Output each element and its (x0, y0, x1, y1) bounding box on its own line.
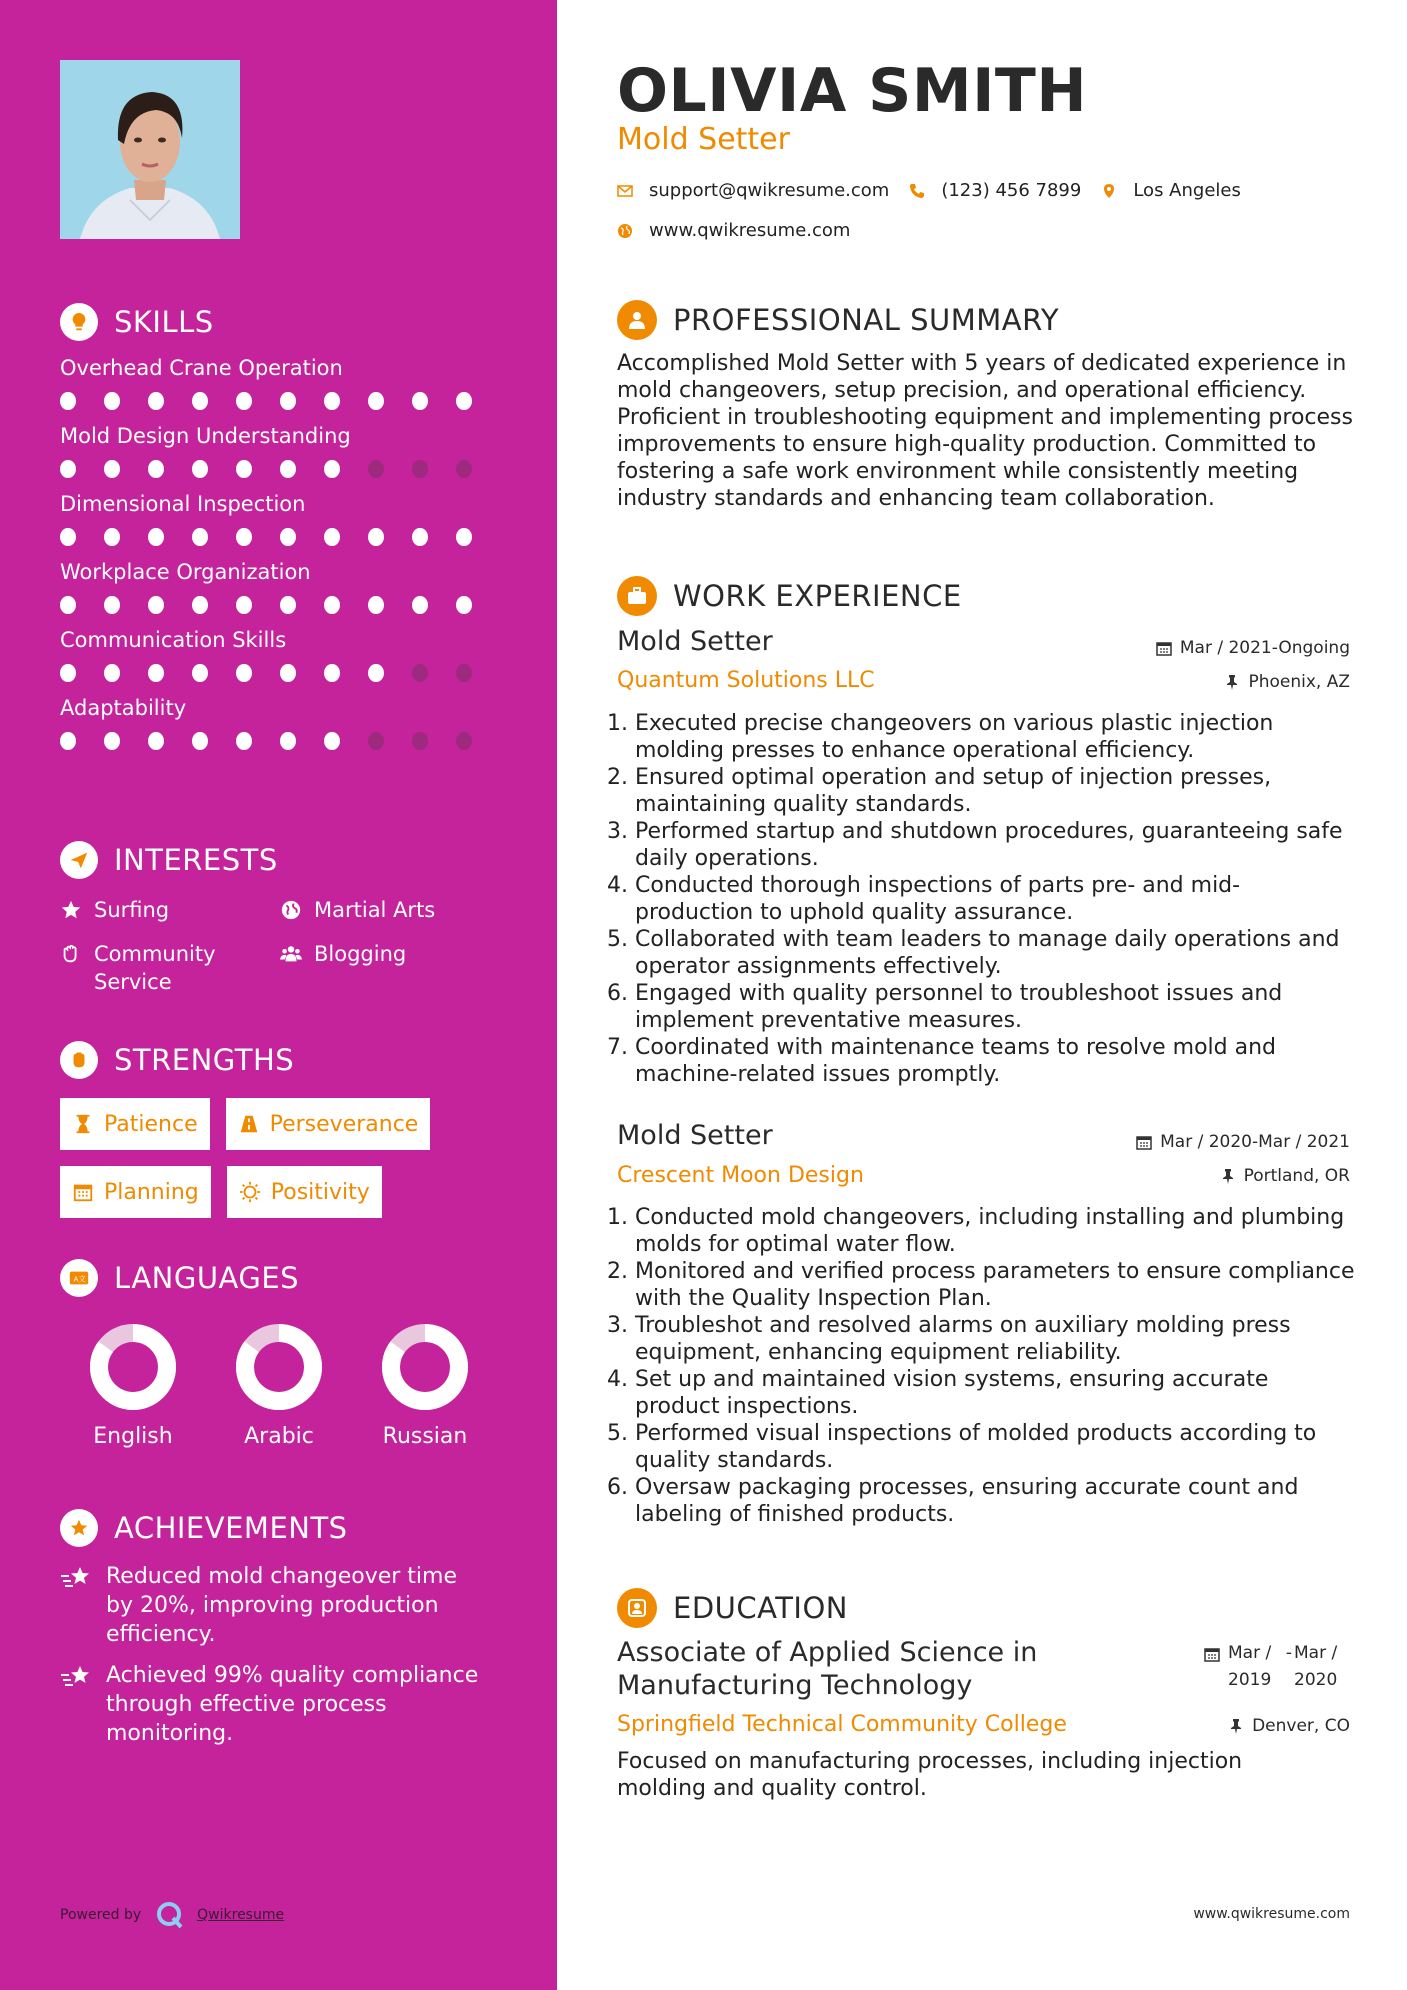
skill-item (60, 421, 500, 480)
interests-section (60, 838, 500, 996)
duty-item: 2. Ensured optimal operation and setup of injection presses, maintaining quality standards. (635, 764, 1357, 818)
briefcase-icon (617, 576, 657, 616)
duty-item: 4. Set up and maintained vision systems, ensuring accurate product inspections. (635, 1366, 1357, 1420)
achievements-list (60, 1562, 500, 1748)
shooting-star-icon (60, 1564, 92, 1594)
website-text: www.qwikresume.com (649, 220, 851, 241)
skill-item (60, 693, 500, 752)
skill-name: Workplace Organization (60, 560, 311, 584)
languages-header (60, 1256, 500, 1300)
rating-dot-filled (192, 664, 208, 682)
rating-dot-filled (60, 460, 76, 478)
achievements-section (60, 1506, 500, 1760)
achievement-item (60, 1562, 500, 1649)
skill-rating (60, 732, 500, 752)
qwikresume-link[interactable]: Qwikresume (197, 1907, 285, 1923)
skill-item (60, 353, 500, 412)
rating-dot-filled (236, 664, 252, 682)
rating-dot-filled (104, 596, 120, 614)
skill-name: Overhead Crane Operation (60, 356, 343, 380)
sidebar (0, 0, 557, 1990)
rating-dot-filled (412, 596, 428, 614)
job-1-location-text: Phoenix, AZ (1248, 672, 1350, 692)
contact-email[interactable] (617, 180, 889, 201)
achievements-header (60, 1506, 500, 1550)
rating-dot-filled (368, 596, 384, 614)
skill-rating (60, 392, 500, 412)
strength-label: Patience (104, 1111, 198, 1137)
interest-item (60, 896, 280, 924)
summary-heading: PROFESSIONAL SUMMARY (673, 303, 1060, 337)
footer-website[interactable]: www.qwikresume.com (1193, 1906, 1350, 1922)
rating-dot-filled (280, 596, 296, 614)
star-icon (60, 896, 86, 924)
fist-icon (60, 1041, 98, 1079)
pin-icon (1228, 1718, 1244, 1734)
shooting-star-icon (60, 1663, 92, 1693)
rating-dot-filled (104, 460, 120, 478)
rating-dot-filled (148, 528, 164, 546)
job-1-dates (1156, 638, 1350, 658)
skill-rating (60, 664, 500, 684)
rating-dot-filled (192, 596, 208, 614)
rating-dot-filled (324, 732, 340, 750)
education-header (617, 1586, 848, 1630)
envelope-icon (617, 183, 633, 199)
email-text: support@qwikresume.com (649, 180, 890, 201)
duty-item: 4. Conducted thorough inspections of parts pre- and mid-production to uphold quality assurance. (635, 872, 1357, 926)
rating-dot-filled (60, 596, 76, 614)
job-2-company: Crescent Moon Design (617, 1163, 864, 1188)
language-name: Russian (382, 1424, 468, 1449)
rating-dot-empty (412, 460, 428, 478)
rating-dot-empty (368, 460, 384, 478)
skills-heading: SKILLS (114, 305, 214, 339)
map-pin-icon (1101, 183, 1117, 199)
rating-dot-filled (324, 392, 340, 410)
rating-dot-filled (236, 392, 252, 410)
experience-heading: WORK EXPERIENCE (673, 579, 962, 613)
strengths-section (60, 1038, 500, 1218)
rating-dot-filled (368, 392, 384, 410)
contact-location (1101, 180, 1241, 201)
education-description: Focused on manufacturing processes, including injection molding and quality control. (617, 1749, 1243, 1801)
rating-dot-filled (60, 528, 76, 546)
qwikresume-logo-icon (155, 1900, 185, 1930)
rating-dot-filled (368, 664, 384, 682)
interests-header (60, 838, 500, 882)
job-1-dates-text: Mar / 2021-Ongoing (1179, 638, 1350, 658)
lightbulb-icon (60, 303, 98, 341)
job-2-location-text: Portland, OR (1243, 1166, 1350, 1186)
contact-website[interactable] (617, 220, 850, 241)
user-icon (617, 300, 657, 340)
summary-text: Accomplished Mold Setter with 5 years of dedicated experience in mold changeovers, setup precision, and operational efficiency. Proficient in troubleshooting equipment and implementing process improvements to ensure high-quality production. Committed to fostering a safe work environment while consistently meeting industry standards and enhancing team collaboration. (617, 351, 1353, 511)
strengths-heading: STRENGTHS (114, 1043, 295, 1077)
interest-label: Martial Arts (314, 898, 436, 922)
language-item (352, 1322, 498, 1449)
rating-dot-filled (236, 732, 252, 750)
rating-dot-filled (104, 392, 120, 410)
education-start: Mar / 2019 (1228, 1643, 1272, 1690)
rating-dot-filled (104, 664, 120, 682)
contact-row-2 (617, 220, 870, 241)
job-1-duties (617, 710, 1357, 1088)
rating-dot-empty (456, 732, 472, 750)
rating-dot-filled (148, 732, 164, 750)
rating-dot-filled (412, 392, 428, 410)
duty-item: 1. Executed precise changeovers on various plastic injection molding presses to enhance operational efficiency. (635, 710, 1357, 764)
achievement-text: Achieved 99% quality compliance through effective process monitoring. (106, 1663, 479, 1746)
rating-dot-filled (104, 732, 120, 750)
duty-item: 3. Troubleshot and resolved alarms on auxiliary molding press equipment, enhancing equipment reliability. (635, 1312, 1357, 1366)
language-level-ring (380, 1322, 470, 1412)
graduation-icon (617, 1588, 657, 1628)
rating-dot-filled (236, 460, 252, 478)
rating-dot-filled (60, 392, 76, 410)
svg-text:A文: A文 (73, 1274, 86, 1284)
rating-dot-filled (236, 528, 252, 546)
powered-by-label: Powered by (60, 1907, 142, 1923)
job-1-company: Quantum Solutions LLC (617, 668, 875, 693)
road-icon (238, 1113, 260, 1135)
strengths-header (60, 1038, 500, 1082)
skill-rating (60, 596, 500, 616)
rating-dot-filled (324, 596, 340, 614)
achievement-item (60, 1661, 500, 1748)
calendar-icon (1156, 640, 1172, 656)
language-name: Arabic (244, 1424, 314, 1449)
sun-icon (239, 1181, 261, 1203)
hourglass-icon (72, 1113, 94, 1135)
rating-dot-filled (368, 528, 384, 546)
job-2-dates (1136, 1132, 1350, 1152)
rating-dot-filled (192, 392, 208, 410)
rating-dot-filled (324, 528, 340, 546)
duty-item: 7. Coordinated with maintenance teams to resolve mold and machine-related issues promptly. (635, 1034, 1357, 1088)
strength-tag (227, 1166, 382, 1218)
rating-dot-filled (280, 664, 296, 682)
skills-list (60, 353, 500, 752)
rating-dot-filled (412, 528, 428, 546)
strength-tag (226, 1098, 431, 1150)
rating-dot-filled (60, 664, 76, 682)
rating-dot-filled (280, 732, 296, 750)
rating-dot-empty (456, 664, 472, 682)
interests-heading: INTERESTS (114, 843, 278, 877)
duty-item: 3. Performed startup and shutdown procedures, guaranteeing safe daily operations. (635, 818, 1357, 872)
education-location-text: Denver, CO (1252, 1716, 1350, 1736)
education-date-separator: - (1285, 1643, 1293, 1663)
education-end: Mar / 2020 (1294, 1643, 1338, 1690)
education-heading: EDUCATION (673, 1591, 849, 1625)
calendar-icon (72, 1181, 94, 1203)
skills-header (60, 300, 500, 344)
achievement-text: Reduced mold changeover time by 20%, improving production efficiency. (106, 1564, 458, 1647)
skill-item (60, 625, 500, 684)
strength-label: Positivity (270, 1179, 370, 1205)
rating-dot-filled (148, 596, 164, 614)
globe-icon (280, 896, 306, 924)
rating-dot-filled (192, 528, 208, 546)
rating-dot-filled (324, 664, 340, 682)
calendar-icon (1136, 1134, 1152, 1150)
rating-dot-filled (280, 460, 296, 478)
profile-photo-image (60, 60, 240, 239)
interest-label: Community Service (94, 942, 216, 994)
rating-dot-empty (412, 664, 428, 682)
globe-icon (617, 223, 633, 239)
rating-dot-empty (412, 732, 428, 750)
rating-dot-filled (456, 596, 472, 614)
interests-list (60, 896, 500, 996)
job-2-duties (617, 1204, 1357, 1528)
skill-name: Dimensional Inspection (60, 492, 306, 516)
duty-item: 5. Performed visual inspections of molded products according to quality standards. (635, 1420, 1357, 1474)
skill-name: Communication Skills (60, 628, 287, 652)
location-text: Los Angeles (1133, 180, 1241, 201)
strength-label: Planning (104, 1179, 199, 1205)
job-1-location (1224, 672, 1350, 692)
education-dates (1204, 1640, 1350, 1694)
job-2-dates-text: Mar / 2020-Mar / 2021 (1160, 1132, 1350, 1152)
contact-row (617, 180, 1261, 201)
interest-label: Blogging (314, 942, 407, 966)
rating-dot-filled (148, 664, 164, 682)
rating-dot-filled (280, 392, 296, 410)
achievements-heading: ACHIEVEMENTS (114, 1511, 348, 1545)
languages-heading: LANGUAGES (114, 1261, 300, 1295)
skill-name: Adaptability (60, 696, 187, 720)
rating-dot-filled (148, 460, 164, 478)
powered-by (60, 1900, 284, 1930)
skill-rating (60, 460, 500, 480)
interest-item (280, 896, 500, 924)
trophy-star-icon (60, 1509, 98, 1547)
users-icon (280, 940, 306, 968)
rating-dot-filled (456, 528, 472, 546)
calendar-icon (1204, 1646, 1220, 1662)
rating-dot-filled (148, 392, 164, 410)
hand-icon (60, 940, 86, 968)
strengths-list (60, 1098, 500, 1218)
job-title: Mold Setter (617, 122, 790, 157)
duty-item: 1. Conducted mold changeovers, including installing and plumbing molds for optimal water flow. (635, 1204, 1357, 1258)
skill-item (60, 489, 500, 548)
language-name: English (93, 1424, 173, 1449)
duty-item: 6. Engaged with quality personnel to troubleshoot issues and implement preventative measures. (635, 980, 1357, 1034)
interest-label: Surfing (94, 898, 170, 922)
skill-name: Mold Design Understanding (60, 424, 351, 448)
candidate-name: OLIVIA SMITH (617, 56, 1088, 126)
summary-header (617, 298, 1059, 342)
phone-icon (909, 183, 925, 199)
duty-item: 6. Oversaw packaging processes, ensuring accurate count and labeling of finished products. (635, 1474, 1357, 1528)
rating-dot-filled (192, 460, 208, 478)
language-level-ring (234, 1322, 324, 1412)
language-item (60, 1322, 206, 1449)
strength-label: Perseverance (269, 1111, 419, 1137)
job-2-location (1220, 1166, 1350, 1186)
strength-tag (60, 1098, 210, 1150)
rating-dot-empty (456, 460, 472, 478)
education-degree: Associate of Applied Science in Manufacturing Technology (617, 1637, 1038, 1701)
rating-dot-filled (456, 392, 472, 410)
strength-tag (60, 1166, 211, 1218)
education-school: Springfield Technical Community College (617, 1712, 1067, 1737)
paper-plane-icon (60, 841, 98, 879)
duty-item: 2. Monitored and verified process parameters to ensure compliance with the Quality Inspection Plan. (635, 1258, 1357, 1312)
skill-item (60, 557, 500, 616)
language-item (206, 1322, 352, 1449)
rating-dot-empty (368, 732, 384, 750)
phone-text: (123) 456 7899 (941, 180, 1082, 201)
rating-dot-filled (280, 528, 296, 546)
interest-item (60, 940, 280, 996)
rating-dot-filled (236, 596, 252, 614)
language-level-ring (88, 1322, 178, 1412)
pin-icon (1220, 1168, 1236, 1184)
job-1-title: Mold Setter (617, 626, 773, 657)
skill-rating (60, 528, 500, 548)
language-icon (60, 1259, 98, 1297)
contact-phone[interactable] (909, 180, 1081, 201)
interest-item (280, 940, 500, 996)
languages-section (60, 1256, 500, 1449)
languages-list (60, 1322, 500, 1449)
rating-dot-filled (60, 732, 76, 750)
job-2-title: Mold Setter (617, 1120, 773, 1151)
education-location (1228, 1716, 1350, 1736)
rating-dot-filled (104, 528, 120, 546)
duty-item: 5. Collaborated with team leaders to manage daily operations and operator assignments effectively. (635, 926, 1357, 980)
experience-header (617, 574, 962, 618)
rating-dot-filled (324, 460, 340, 478)
main-content (617, 0, 1355, 1990)
rating-dot-filled (192, 732, 208, 750)
pin-icon (1224, 674, 1240, 690)
profile-photo (60, 60, 240, 239)
skills-section (60, 300, 500, 752)
